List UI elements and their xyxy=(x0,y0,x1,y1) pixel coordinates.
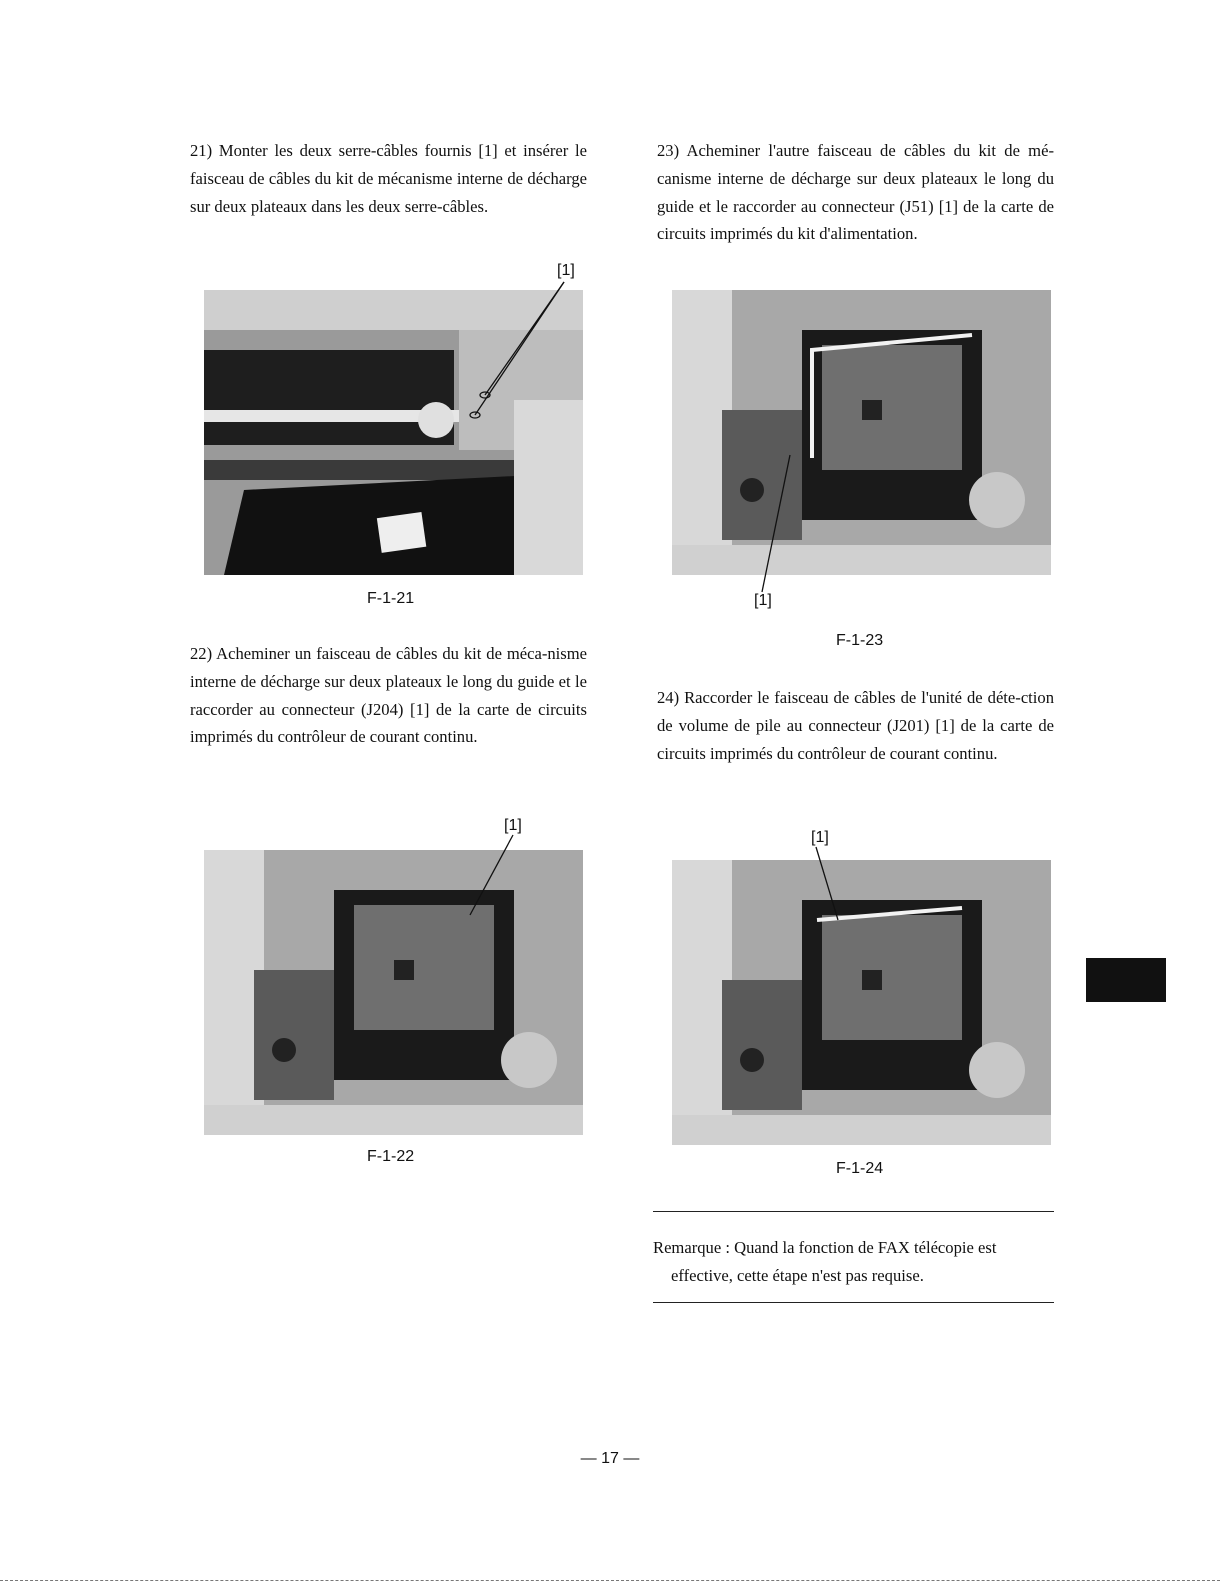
note-top-rule xyxy=(653,1211,1054,1212)
figure-caption: F-1-22 xyxy=(367,1148,415,1165)
callout-label: [1] xyxy=(504,817,522,834)
note-line-2: effective, cette étape n'est pas requise. xyxy=(671,1266,924,1285)
note-bottom-rule xyxy=(653,1302,1054,1303)
figure-caption: F-1-21 xyxy=(367,590,415,607)
step-21-text: 21) Monter les deux serre-câbles fournis [1] et insérer le faisceau de câbles du kit de mécanisme interne de décharge sur deux plateaux dans les deux serre-câbles. xyxy=(190,141,587,216)
step-24-text: 24) Raccorder le faisceau de câbles de l'unité de déte-ction de volume de pile au connecteur (J201) [1] de la carte de circuits imprimés du contrôleur de courant continu. xyxy=(657,688,1054,763)
step-22-text: 22) Acheminer un faisceau de câbles du kit de méca-nisme interne de décharge sur deux plateaux le long du guide et le raccorder au connecteur (J204) [1] de la carte de circuits imprimés du contrôleur de courant continu. xyxy=(190,644,587,747)
chapter-tab-marker xyxy=(1086,958,1166,1002)
figure-caption: F-1-23 xyxy=(836,632,884,649)
figure-f-1-23-photo xyxy=(672,290,1051,575)
callout-label: [1] xyxy=(754,592,772,609)
figure-f-1-24-photo xyxy=(672,860,1051,1145)
step-23-text: 23) Acheminer l'autre faisceau de câbles du kit de mé-canisme interne de décharge sur deux plateaux le long du guide et le raccorder au connecteur (J51) [1] de la carte de circuits imprimés du kit d'alimentation. xyxy=(657,141,1054,244)
callout-label: [1] xyxy=(811,829,829,846)
callout-label: [1] xyxy=(557,262,575,279)
note-line-1: Remarque : Quand la fonction de FAX télécopie est xyxy=(653,1238,997,1257)
note-text xyxy=(653,1234,1054,1290)
figure-f-1-21-photo xyxy=(204,290,583,575)
figure-f-1-22-photo xyxy=(204,850,583,1135)
page-number: — 17 — xyxy=(580,1450,640,1467)
figure-caption: F-1-24 xyxy=(836,1160,884,1177)
page-bottom-edge xyxy=(0,1580,1220,1581)
